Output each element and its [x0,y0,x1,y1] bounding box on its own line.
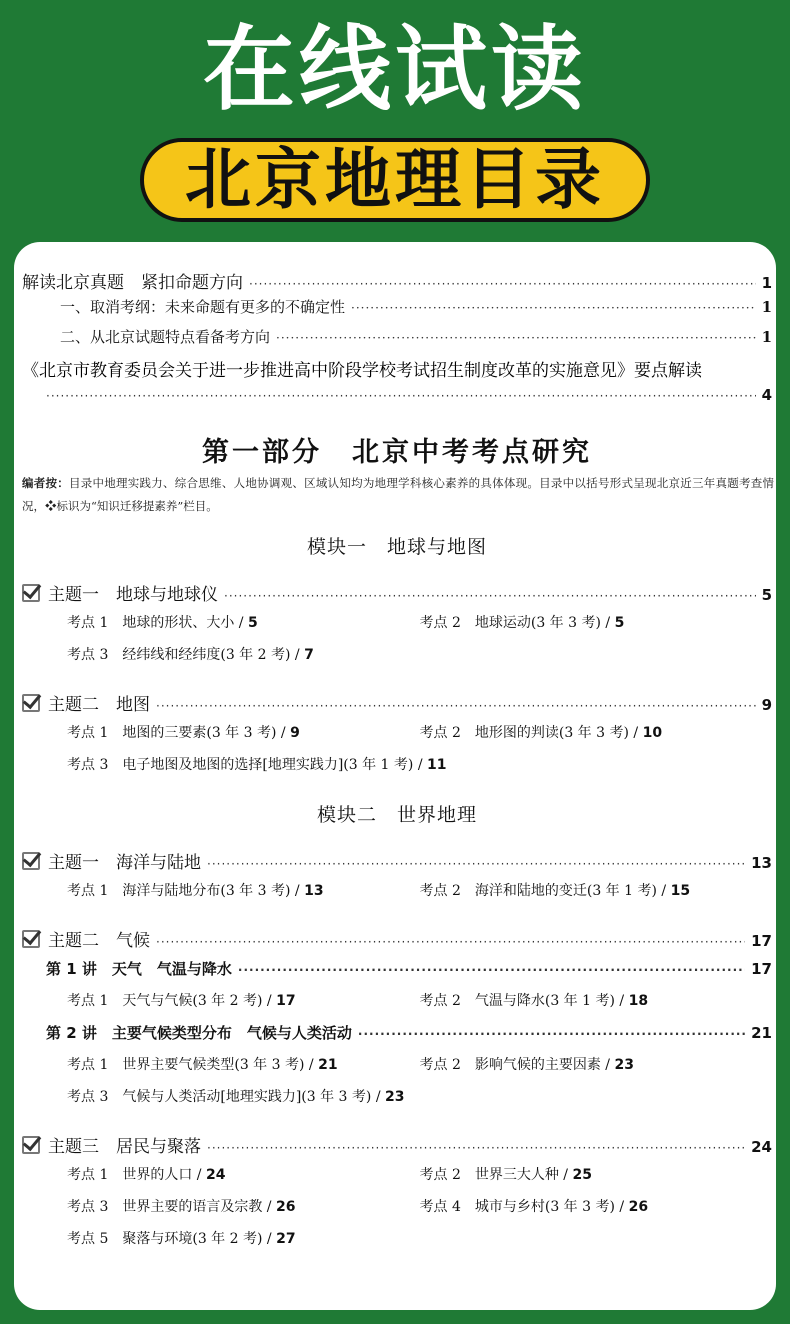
page-number: 17 [751,960,772,978]
exam-point-row [67,754,772,786]
exam-point-number: 考点 2 [419,883,461,899]
exam-point-number: 考点 2 [419,615,461,631]
exam-point [67,1196,420,1216]
page-number: 9 [290,725,300,741]
exam-point [67,1228,421,1248]
exam-point-title: 地图的三要素(3 年 3 考) / [122,725,291,741]
checkbox-icon [22,694,40,712]
exam-point-title: 电子地图及地图的选择[地理实践力](3 年 1 考) / [122,757,427,773]
exam-point-number: 考点 1 [67,1057,109,1073]
exam-point [67,612,420,632]
exam-point [67,722,420,742]
page-number: 26 [628,1199,649,1215]
exam-point-title: 影响气候的主要因素 / [474,1057,615,1073]
exam-point-row [67,1228,772,1260]
page-number: 11 [427,757,447,773]
toc-entry [22,1022,772,1054]
page-number: 24 [205,1167,226,1183]
page-number: 9 [761,696,772,714]
exam-point [420,722,773,742]
page-number: 5 [614,615,625,631]
leader-dots [156,935,745,949]
toc-entry [22,690,772,722]
exam-point-title: 海洋与陆地分布(3 年 3 考) / [122,883,305,899]
exam-point-number: 考点 2 [419,1057,461,1073]
exam-point-number: 考点 2 [419,1167,461,1183]
entry-title: 主题二 地图 [22,690,150,715]
toc-entry [22,848,772,880]
exam-points [22,612,772,676]
exam-point-number: 考点 1 [67,615,109,631]
toc-entry [22,926,772,958]
toc-entry [22,958,772,990]
entry-title: 第 2 讲 主要气候类型分布 气候与人类活动 [46,1024,352,1042]
leader-dots [224,589,756,603]
exam-point-row [67,1086,772,1118]
leader-dots [249,277,756,291]
exam-point-row [67,1164,772,1196]
page-number: 17 [751,932,772,950]
entry-title: 主题一 海洋与陆地 [22,848,201,873]
exam-point-title: 气温与降水(3 年 1 考) / [474,993,629,1009]
editor-note [22,472,774,518]
page-number: 10 [642,725,663,741]
spacer [22,676,772,690]
spacer [22,834,772,848]
exam-point-title: 世界的人口 / [122,1167,206,1183]
exam-point [420,880,773,900]
banner-subtitle: 北京地理目录 [140,138,650,222]
toc-entry [22,1132,772,1164]
page-number: 23 [385,1089,405,1105]
leader-dots [46,389,756,403]
entry-title: 二、从北京试题特点看备考方向 [60,328,271,346]
exam-point-number: 考点 2 [419,993,461,1009]
exam-point-row [67,880,772,912]
page-number: 26 [275,1199,296,1215]
page-number: 21 [318,1057,338,1073]
toc-content [22,268,772,1260]
checkbox-icon [22,852,40,870]
page-number: 5 [247,615,258,631]
page-number: 7 [304,647,314,663]
leader-dots [358,1027,745,1041]
leader-dots [238,963,745,977]
page-number: 27 [276,1231,296,1247]
exam-point [67,644,421,664]
page-number: 13 [304,883,324,899]
exam-points [22,1054,772,1118]
exam-point-title: 气候与人类活动[地理实践力](3 年 3 考) / [122,1089,385,1105]
exam-point [67,754,447,774]
leader-dots [276,331,756,345]
exam-point-row [67,1054,772,1086]
exam-point-title: 天气与气候(3 年 2 考) / [122,993,277,1009]
exam-point [67,880,420,900]
checkbox-icon [22,930,40,948]
page-number: 21 [751,1024,772,1042]
exam-point-number: 考点 3 [67,1089,109,1105]
exam-point-number: 考点 4 [419,1199,461,1215]
entry-title: 解读北京真题 紧扣命题方向 [22,273,243,293]
page-number: 13 [751,854,772,872]
exam-point-row [67,644,772,676]
spacer [22,912,772,926]
exam-points [22,722,772,786]
exam-points [22,1164,772,1260]
toc-entry [22,326,772,356]
page-number: 18 [628,993,649,1009]
page-number: 24 [751,1138,772,1156]
exam-point-title: 世界主要的语言及宗教 / [122,1199,276,1215]
banner-title: 在线试读 [202,16,587,123]
module-title: 模块二 世界地理 [316,804,477,826]
exam-point-row [67,722,772,754]
toc-entry [22,580,772,612]
page-number: 1 [761,298,772,316]
editor-note-text: 目录中地理实践力、综合思维、人地协调观、区域认知均为地理学科核心素养的具体体现。目录中以括号形式呈现北京近三年真题考查情况，❖标识为“知识迁移提素养”栏目。 [22,476,774,513]
module-title: 模块一 地球与地图 [306,536,487,558]
exam-point-number: 考点 3 [67,757,109,773]
modules [22,518,772,1260]
exam-point-title: 地形图的判读(3 年 3 考) / [474,725,643,741]
page-number: 1 [761,328,772,346]
exam-point [67,1054,420,1074]
entry-title: 《北京市教育委员会关于进一步推进高中阶段学校考试招生制度改革的实施意见》要点解读 [22,361,702,381]
checkbox-icon [22,584,40,602]
entry-title: 主题三 居民与聚落 [22,1132,201,1157]
spacer [22,566,772,580]
toc-entry [22,386,772,416]
exam-point-number: 考点 1 [67,993,109,1009]
exam-point-number: 考点 3 [67,1199,109,1215]
exam-point-title: 世界主要气候类型(3 年 3 考) / [122,1057,319,1073]
entry-title: 主题二 气候 [22,926,150,951]
exam-point-row [67,612,772,644]
exam-point [420,1054,773,1074]
exam-point [67,1086,421,1106]
exam-point [420,990,773,1010]
checkbox-icon [22,1136,40,1154]
toc-card [14,242,776,1310]
page-number: 4 [761,386,772,404]
exam-point-title: 城市与乡村(3 年 3 考) / [474,1199,629,1215]
exam-point-number: 考点 1 [67,725,109,741]
leader-dots [207,857,745,871]
editor-note-label: 编者按： [22,476,70,490]
exam-point-title: 地球运动(3 年 3 考) / [474,615,615,631]
exam-point-number: 考点 1 [67,883,109,899]
spacer [22,1118,772,1132]
exam-point-number: 考点 3 [67,647,109,663]
exam-point-title: 聚落与环境(3 年 2 考) / [122,1231,277,1247]
page-number: 5 [761,586,772,604]
exam-point-row [67,1196,772,1228]
exam-point-title: 地球的形状、大小 / [122,615,248,631]
leader-dots [207,1141,745,1155]
exam-points [22,880,772,912]
page-number: 1 [761,274,772,292]
leader-dots [351,301,756,315]
exam-point-title: 经纬线和经纬度(3 年 2 考) / [122,647,305,663]
exam-point-number: 考点 1 [67,1167,109,1183]
exam-point [420,1164,773,1184]
exam-point [420,612,773,632]
spacer [22,518,772,532]
page-number: 25 [572,1167,592,1183]
exam-points [22,990,772,1022]
exam-point-number: 考点 5 [67,1231,109,1247]
exam-point-row [67,990,772,1022]
exam-point [67,990,420,1010]
entry-title: 主题一 地球与地球仪 [22,580,218,605]
exam-point-number: 考点 2 [419,725,461,741]
toc-entry [22,296,772,326]
page-number: 23 [614,1057,634,1073]
leader-dots [156,699,756,713]
exam-point [67,1164,420,1184]
spacer [22,786,772,800]
entry-title: 一、取消考纲：未来命题有更多的不确定性 [60,298,346,316]
page-number: 17 [276,993,296,1009]
exam-point [420,1196,773,1216]
part-title: 第一部分 北京中考考点研究 [202,437,592,468]
exam-point-title: 世界三大人种 / [474,1167,573,1183]
page-number: 15 [670,883,691,899]
entry-title: 第 1 讲 天气 气温与降水 [46,960,232,978]
exam-point-title: 海洋和陆地的变迁(3 年 1 考) / [474,883,671,899]
toc-entry [22,268,772,296]
